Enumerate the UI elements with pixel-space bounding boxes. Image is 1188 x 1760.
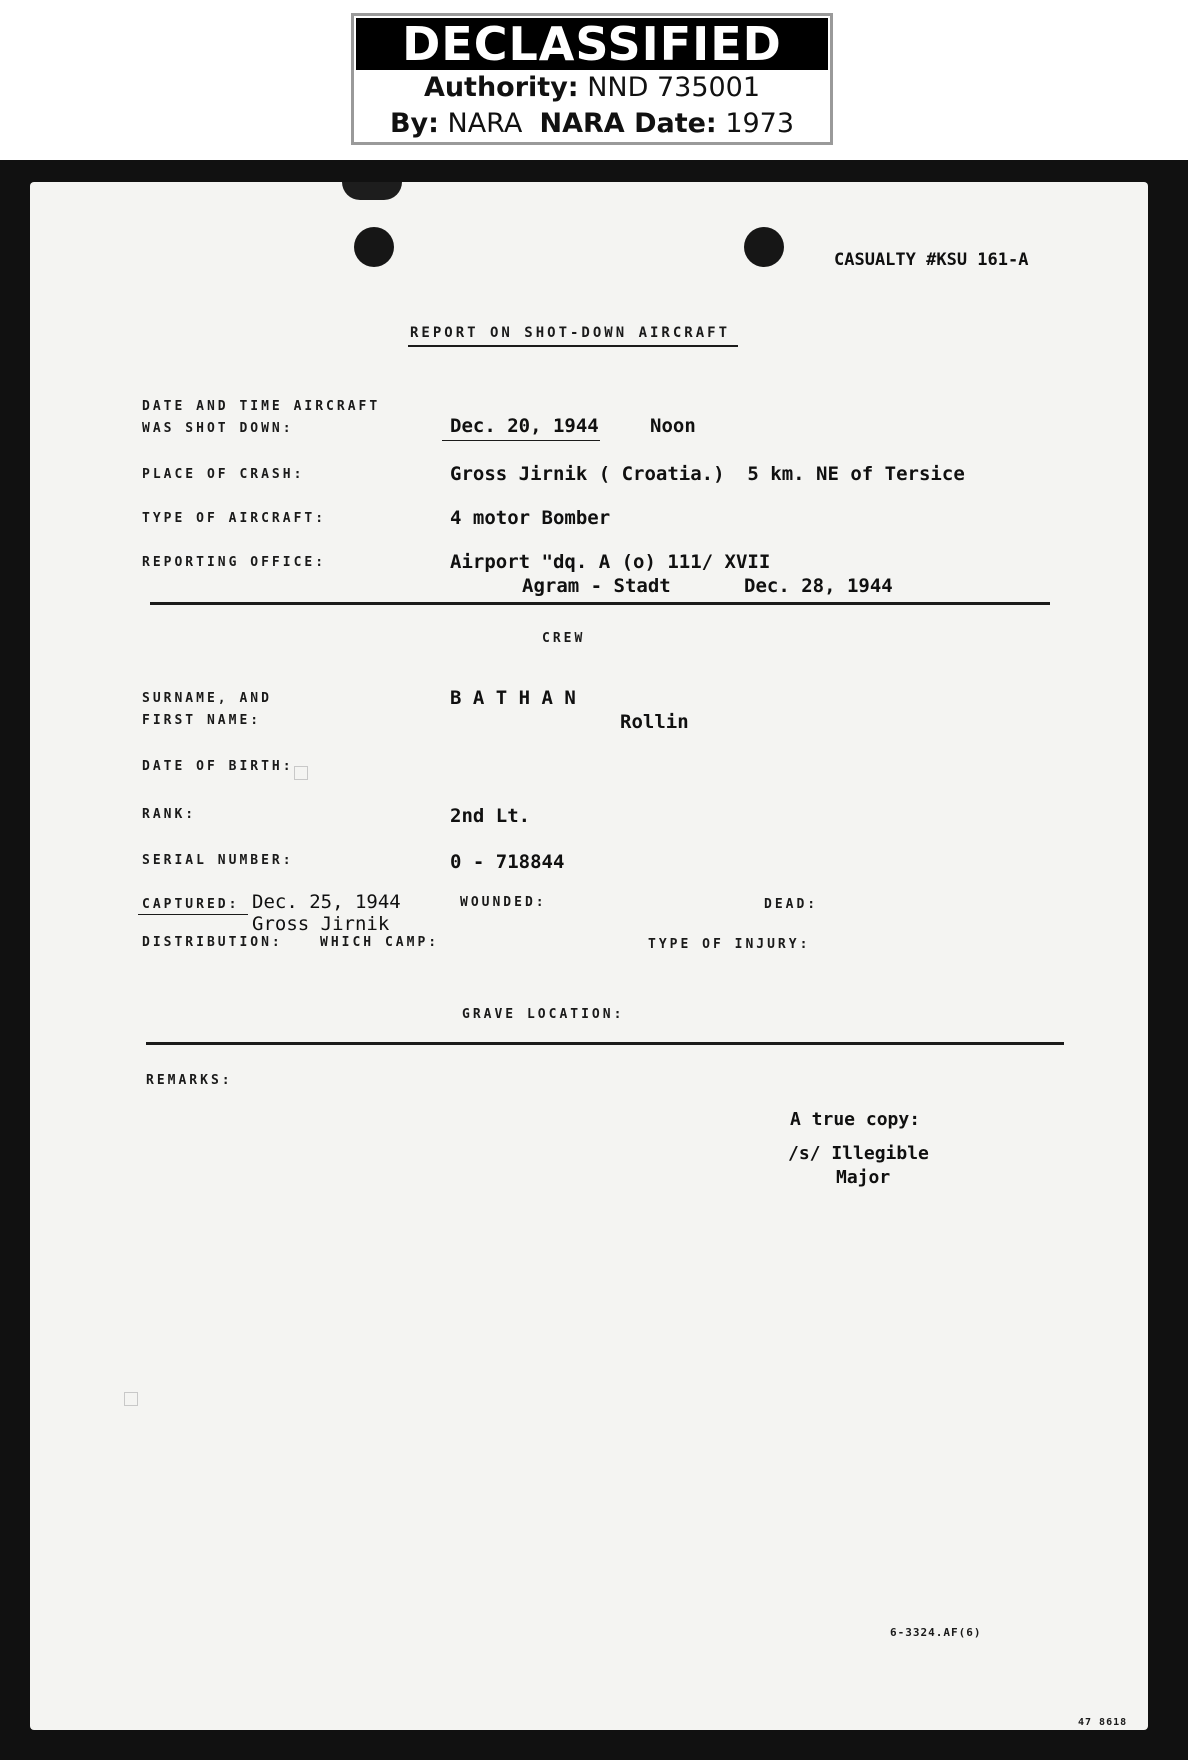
- stamp-authority-label: Authority:: [423, 72, 579, 103]
- place-of-crash-label: PLACE OF CRASH:: [142, 467, 305, 482]
- stamp-authority-value: NND 735001: [587, 72, 761, 103]
- surname-label-line2: FIRST NAME:: [142, 713, 262, 728]
- place-of-crash-value: Gross Jirnik ( Croatia.) 5 km. NE of Tersice: [450, 463, 965, 485]
- captured-date: Dec. 25, 1944: [252, 891, 401, 913]
- dead-label: DEAD:: [764, 897, 819, 912]
- document-title: REPORT ON SHOT-DOWN AIRCRAFT: [410, 325, 731, 341]
- punch-hole-right: [744, 227, 784, 267]
- corner-code: 47 8618: [1078, 1717, 1128, 1728]
- stamp-by-value: NARA: [447, 108, 523, 139]
- reporting-office-label: REPORTING OFFICE:: [142, 555, 327, 570]
- title-underline: [408, 345, 738, 347]
- aircraft-type-value: 4 motor Bomber: [450, 507, 611, 529]
- date-time-label-line1: DATE AND TIME AIRCRAFT: [142, 399, 381, 414]
- which-camp-label: WHICH CAMP:: [320, 935, 440, 950]
- casualty-reference: CASUALTY #KSU 161-A: [834, 250, 1029, 270]
- punch-hole-left: [354, 227, 394, 267]
- date-time-label-line2: WAS SHOT DOWN:: [142, 421, 294, 436]
- stamp-date-value: 1973: [725, 108, 795, 139]
- captured-place: Gross Jirnik: [252, 913, 390, 935]
- remarks-label: REMARKS:: [146, 1073, 233, 1088]
- captured-underline: [138, 914, 248, 915]
- serial-number-value: 0 - 718844: [450, 851, 565, 873]
- stamp-title: DECLASSIFIED: [356, 18, 828, 70]
- document-paper: [30, 182, 1148, 1730]
- first-name-value: Rollin: [620, 711, 689, 733]
- rank-label: RANK:: [142, 807, 197, 822]
- stamp-date-label: NARA Date:: [539, 108, 717, 139]
- stamp-authority: [354, 70, 830, 106]
- section-divider-2: [146, 1042, 1064, 1045]
- date-of-birth-label: DATE OF BIRTH:: [142, 759, 294, 774]
- wounded-label: WOUNDED:: [460, 895, 547, 910]
- surname-label-line1: SURNAME, AND: [142, 691, 272, 706]
- date-underline: [442, 440, 600, 441]
- reporting-office-date: Dec. 28, 1944: [744, 575, 893, 597]
- punch-hole-top: [342, 182, 402, 200]
- crew-heading: CREW: [542, 631, 586, 646]
- stamp-by-label: By:: [389, 108, 439, 139]
- distribution-label: DISTRIBUTION:: [142, 935, 283, 950]
- serial-number-label: SERIAL NUMBER:: [142, 853, 294, 868]
- signature-text: /s/ Illegible: [788, 1143, 929, 1164]
- reporting-office-line2: Agram - Stadt: [522, 575, 671, 597]
- captured-label: CAPTURED:: [142, 897, 240, 912]
- section-divider-1: [150, 602, 1050, 605]
- shot-down-date: Dec. 20, 1944: [450, 415, 599, 437]
- scanned-page-frame: [0, 160, 1188, 1760]
- scan-artifact-mark: [124, 1392, 138, 1406]
- signature-rank: Major: [836, 1167, 891, 1188]
- scan-artifact-mark: [294, 766, 308, 780]
- declassification-stamp: [351, 13, 833, 145]
- grave-location-label: GRAVE LOCATION:: [462, 1007, 625, 1022]
- rank-value: 2nd Lt.: [450, 805, 531, 827]
- shot-down-time: Noon: [650, 415, 696, 437]
- surname-value: B A T H A N: [450, 687, 576, 709]
- true-copy-text: A true copy:: [790, 1109, 921, 1130]
- reporting-office-line1: Airport "dq. A (o) 111/ XVII: [450, 551, 771, 573]
- type-of-injury-label: TYPE OF INJURY:: [648, 937, 811, 952]
- stamp-by-date: [354, 106, 830, 142]
- form-number: 6-3324.AF(6): [890, 1626, 982, 1639]
- aircraft-type-label: TYPE OF AIRCRAFT:: [142, 511, 327, 526]
